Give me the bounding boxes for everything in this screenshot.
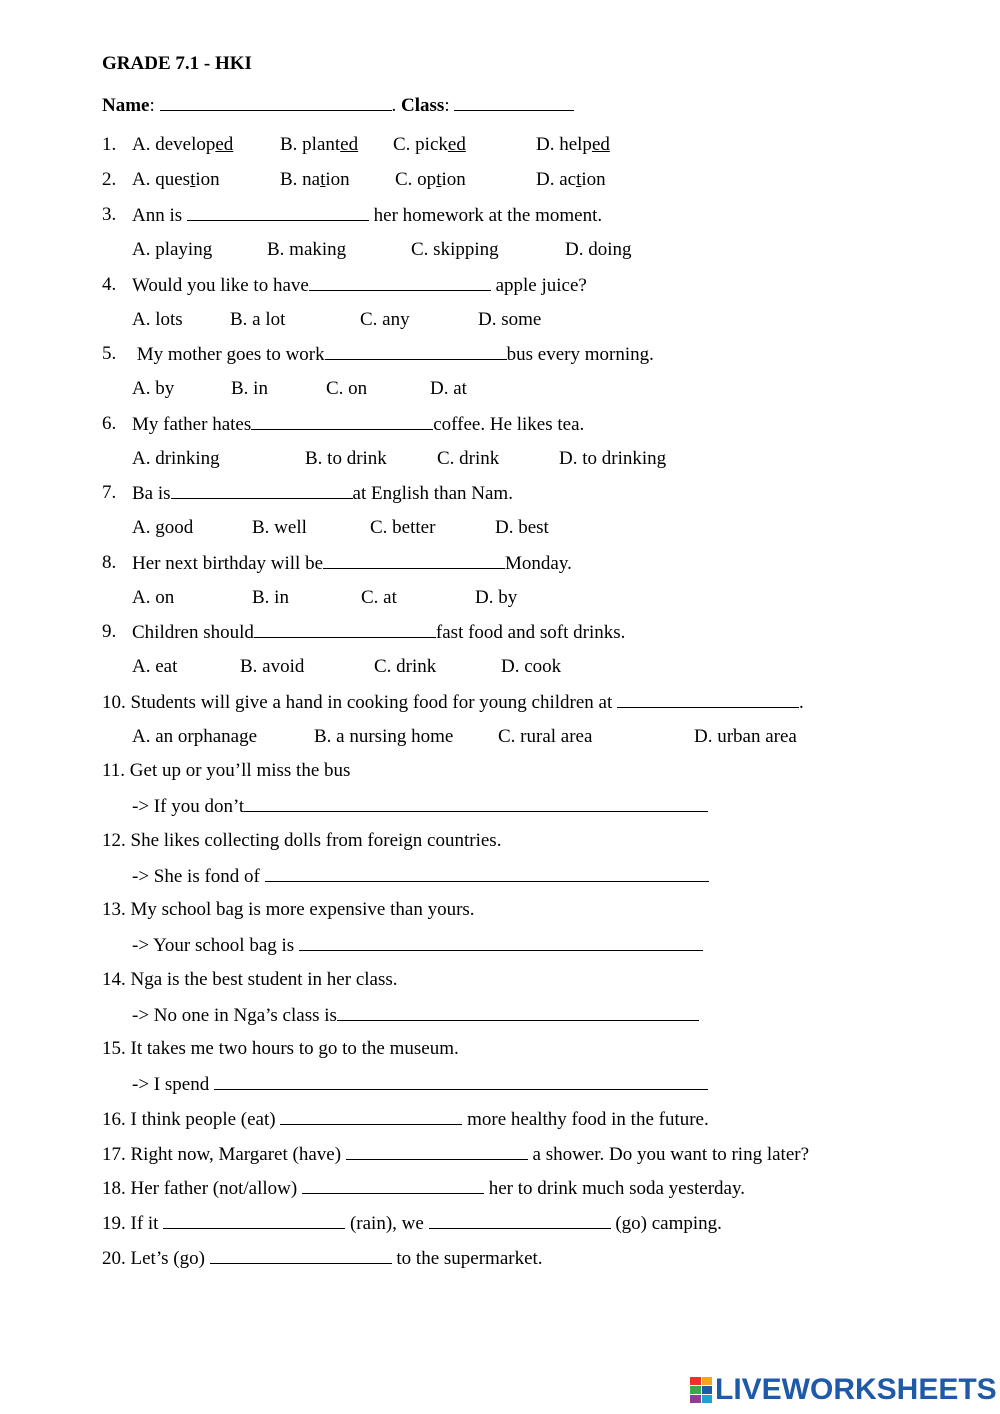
answer-blank-1[interactable] — [163, 1211, 345, 1229]
question-12-rewrite: -> She is fond of — [102, 864, 902, 888]
option-a[interactable]: A. developed — [132, 134, 234, 155]
answer-blank[interactable] — [254, 620, 436, 638]
option-b[interactable]: B. in — [231, 378, 268, 399]
question-1: 1. A. developed B. planted C. picked D. helped — [102, 134, 610, 155]
question-7-options — [102, 516, 902, 540]
option-b[interactable]: B. a nursing home — [314, 726, 454, 747]
question-6-options — [102, 447, 902, 471]
option-a[interactable]: A. good — [132, 517, 194, 538]
option-d[interactable]: D. helped — [536, 134, 610, 155]
answer-blank[interactable] — [346, 1142, 528, 1160]
question-18: 18. Her father (not/allow) her to drink much soda yesterday. — [102, 1178, 745, 1199]
question-15: 15. It takes me two hours to go to the museum. — [102, 1038, 459, 1059]
question-10-options — [102, 725, 902, 749]
answer-blank[interactable] — [325, 342, 507, 360]
answer-blank[interactable] — [280, 1107, 462, 1125]
answer-blank[interactable] — [309, 273, 491, 291]
question-9-options — [102, 655, 902, 679]
answer-blank[interactable] — [617, 690, 799, 708]
option-a[interactable]: A. question — [132, 169, 220, 190]
answer-blank-2[interactable] — [429, 1211, 611, 1229]
option-c[interactable]: C. any — [360, 309, 410, 330]
option-b[interactable]: B. planted — [280, 134, 359, 155]
option-c[interactable]: C. option — [395, 169, 466, 190]
name-blank[interactable] — [160, 93, 392, 111]
answer-blank[interactable] — [251, 412, 433, 430]
answer-blank[interactable] — [323, 551, 505, 569]
answer-blank[interactable] — [210, 1246, 392, 1264]
question-15-rewrite: -> I spend — [102, 1072, 902, 1096]
option-c[interactable]: C. picked — [393, 134, 466, 155]
rewrite-blank[interactable] — [299, 933, 703, 951]
question-8-options — [102, 586, 902, 610]
question-5: 5. My mother goes to work bus every morning. — [102, 343, 654, 365]
question-8: 8. Her next birthday will be Monday. — [102, 552, 572, 574]
question-16: 16. I think people (eat) more healthy food in the future. — [102, 1109, 709, 1130]
question-9: 9. Children should fast food and soft drinks. — [102, 621, 626, 643]
question-13-rewrite: -> Your school bag is — [102, 933, 902, 957]
option-c[interactable]: C. drink — [437, 448, 500, 469]
question-11-rewrite: -> If you don’t — [102, 794, 902, 818]
question-2: 2. A. question B. nation C. option D. action — [102, 169, 606, 190]
question-4-options — [102, 308, 902, 332]
question-7: 7. Ba is at English than Nam. — [102, 482, 513, 504]
option-a[interactable]: A. drinking — [132, 448, 220, 469]
question-10: 10. Students will give a hand in cooking food for young children at . — [102, 692, 804, 713]
answer-blank[interactable] — [187, 203, 369, 221]
question-5-options — [102, 377, 902, 401]
option-d[interactable]: D. urban area — [694, 726, 797, 747]
option-a[interactable]: A. an orphanage — [132, 726, 258, 747]
option-d[interactable]: D. action — [536, 169, 606, 190]
question-19: 19. If it (rain), we (go) camping. — [102, 1213, 722, 1234]
question-12: 12. She likes collecting dolls from foreign countries. — [102, 830, 502, 851]
rewrite-blank[interactable] — [337, 1003, 699, 1021]
option-c[interactable]: C. better — [370, 517, 436, 538]
rewrite-blank[interactable] — [244, 794, 708, 812]
name-class-line: Name: . Class: — [102, 93, 574, 117]
rewrite-blank[interactable] — [214, 1072, 708, 1090]
class-blank[interactable] — [454, 93, 574, 111]
option-b[interactable]: B. avoid — [240, 656, 305, 677]
question-6: 6. My father hates coffee. He likes tea. — [102, 413, 585, 435]
option-b[interactable]: B. making — [267, 239, 347, 260]
liveworksheets-logo-icon — [690, 1377, 712, 1403]
option-a[interactable]: A. eat — [132, 656, 178, 677]
class-label: Class — [401, 95, 445, 116]
option-c[interactable]: C. skipping — [411, 239, 499, 260]
option-d[interactable]: D. some — [478, 309, 542, 330]
option-c[interactable]: C. at — [361, 587, 397, 608]
name-label: Name — [102, 95, 150, 116]
option-d[interactable]: D. to drinking — [559, 448, 667, 469]
option-d[interactable]: D. doing — [565, 239, 632, 260]
question-17: 17. Right now, Margaret (have) a shower. Do you want to ring later? — [102, 1144, 810, 1165]
option-d[interactable]: D. at — [430, 378, 467, 399]
question-14: 14. Nga is the best student in her class. — [102, 969, 398, 990]
question-11: 11. Get up or you’ll miss the bus — [102, 760, 351, 781]
option-d[interactable]: D. cook — [501, 656, 562, 677]
option-b[interactable]: B. nation — [280, 169, 350, 190]
question-4: 4. Would you like to have apple juice? — [102, 274, 587, 296]
option-d[interactable]: D. best — [495, 517, 549, 538]
answer-blank[interactable] — [302, 1176, 484, 1194]
question-3-options — [102, 238, 902, 262]
question-13: 13. My school bag is more expensive than yours. — [102, 899, 475, 920]
worksheet-title: GRADE 7.1 - HKI — [102, 53, 252, 74]
option-c[interactable]: C. drink — [374, 656, 437, 677]
answer-blank[interactable] — [171, 481, 353, 499]
question-14-rewrite: -> No one in Nga’s class is — [102, 1003, 902, 1027]
option-d[interactable]: D. by — [475, 587, 518, 608]
option-b[interactable]: B. to drink — [305, 448, 387, 469]
question-20: 20. Let’s (go) to the supermarket. — [102, 1248, 543, 1269]
option-c[interactable]: C. rural area — [498, 726, 593, 747]
rewrite-blank[interactable] — [265, 864, 709, 882]
option-b[interactable]: B. well — [252, 517, 307, 538]
option-a[interactable]: A. playing — [132, 239, 213, 260]
option-b[interactable]: B. a lot — [230, 309, 286, 330]
question-3: 3. Ann is her homework at the moment. — [102, 204, 603, 226]
option-b[interactable]: B. in — [252, 587, 289, 608]
option-a[interactable]: A. by — [132, 378, 175, 399]
liveworksheets-logo-text: LIVEWORKSHEETS — [715, 1373, 997, 1406]
option-a[interactable]: A. lots — [132, 309, 183, 330]
option-a[interactable]: A. on — [132, 587, 175, 608]
liveworksheets-logo — [690, 1374, 997, 1406]
option-c[interactable]: C. on — [326, 378, 368, 399]
